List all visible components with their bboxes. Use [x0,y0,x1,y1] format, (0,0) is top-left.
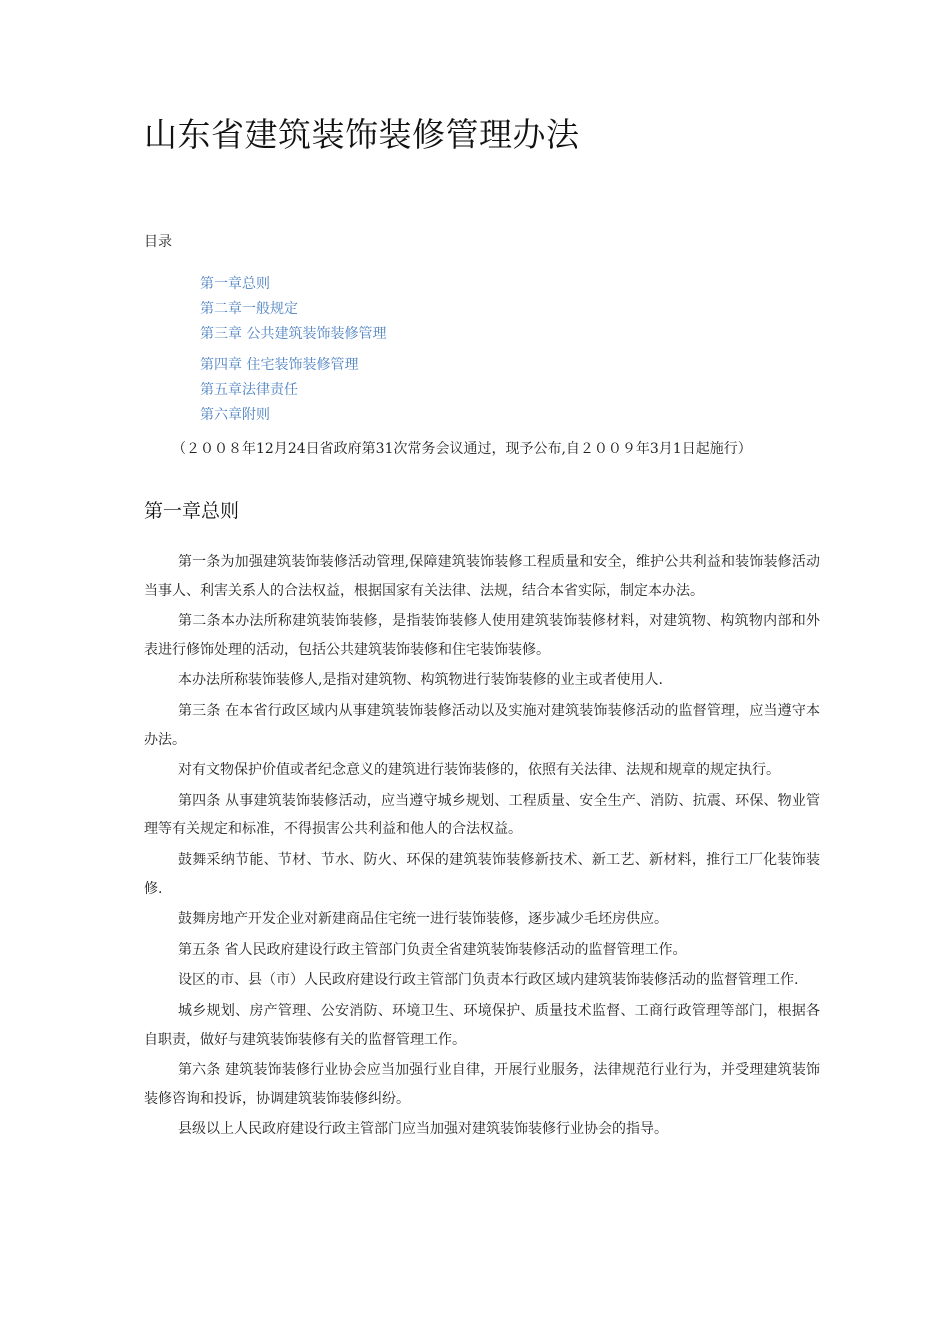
article-paragraph: 第一条为加强建筑装饰装修活动管理,保障建筑装饰装修工程质量和安全，维护公共利益和装饰装修活动当事人、利害关系人的合法权益，根据国家有关法律、法规，结合本省实际，制定本办法。 [144,554,820,599]
chapter-heading: 第一章总则 [144,500,240,522]
article-paragraph: 第六条 建筑装饰装修行业协会应当加强行业自律，开展行业服务，法律规范行业行为，并受理建筑装饰装修咨询和投诉，协调建筑装饰装修纠纷。 [144,1062,820,1107]
document-title: 山东省建筑装饰装修管理办法 [144,115,580,154]
article-paragraph: 鼓舞房地产开发企业对新建商品住宅统一进行装饰装修，逐步减少毛坯房供应。 [178,911,668,928]
promulgation-note: （２００８年12月24日省政府第31次常务会议通过，现予公布,自２００９年3月1日起施行） [172,441,752,457]
toc-link-chapter-2[interactable]: 第二章一般规定 [200,301,298,317]
toc-heading: 目录 [144,234,172,250]
chapter-body [144,548,820,1146]
article-paragraph: 第二条本办法所称建筑装饰装修，是指装饰装修人使用建筑装饰装修材料，对建筑物、构筑物内部和外表进行修饰处理的活动，包括公共建筑装饰装修和住宅装饰装修。 [144,613,820,658]
article-paragraph: 第五条 省人民政府建设行政主管部门负责全省建筑装饰装修活动的监督管理工作。 [178,941,687,958]
article-paragraph: 设区的市、县（市）人民政府建设行政主管部门负责本行政区域内建筑装饰装修活动的监督管理工作. [178,972,799,989]
article-paragraph: 对有文物保护价值或者纪念意义的建筑进行装饰装修的，依照有关法律、法规和规章的规定执行。 [178,762,780,779]
article-paragraph: 城乡规划、房产管理、公安消防、环境卫生、环境保护、质量技术监督、工商行政管理等部门，根据各自职责，做好与建筑装饰装修有关的监督管理工作。 [144,1002,820,1048]
article-paragraph: 第四条 从事建筑装饰装修活动，应当遵守城乡规划、工程质量、安全生产、消防、抗震、环保、物业管理等有关规定和标准，不得损害公共利益和他人的合法权益。 [144,792,820,838]
article-paragraph: 鼓舞采纳节能、节材、节水、防火、环保的建筑装饰装修新技术、新工艺、新材料，推行工厂化装饰装修. [144,851,820,897]
article-paragraph: 第三条 在本省行政区域内从事建筑装饰装修活动以及实施对建筑装饰装修活动的监督管理，应当遵守本办法。 [144,702,820,748]
toc-link-chapter-5[interactable]: 第五章法律责任 [200,382,298,398]
toc-link-chapter-3[interactable]: 第三章 公共建筑装饰装修管理 [200,326,387,342]
toc-link-chapter-1[interactable]: 第一章总则 [200,276,270,292]
article-paragraph: 本办法所称装饰装修人,是指对建筑物、构筑物进行装饰装修的业主或者使用人. [178,672,663,689]
toc-link-chapter-4[interactable]: 第四章 住宅装饰装修管理 [200,357,359,373]
article-paragraph: 县级以上人民政府建设行政主管部门应当加强对建筑装饰装修行业协会的指导。 [178,1121,668,1138]
toc-link-chapter-6[interactable]: 第六章附则 [200,407,270,423]
